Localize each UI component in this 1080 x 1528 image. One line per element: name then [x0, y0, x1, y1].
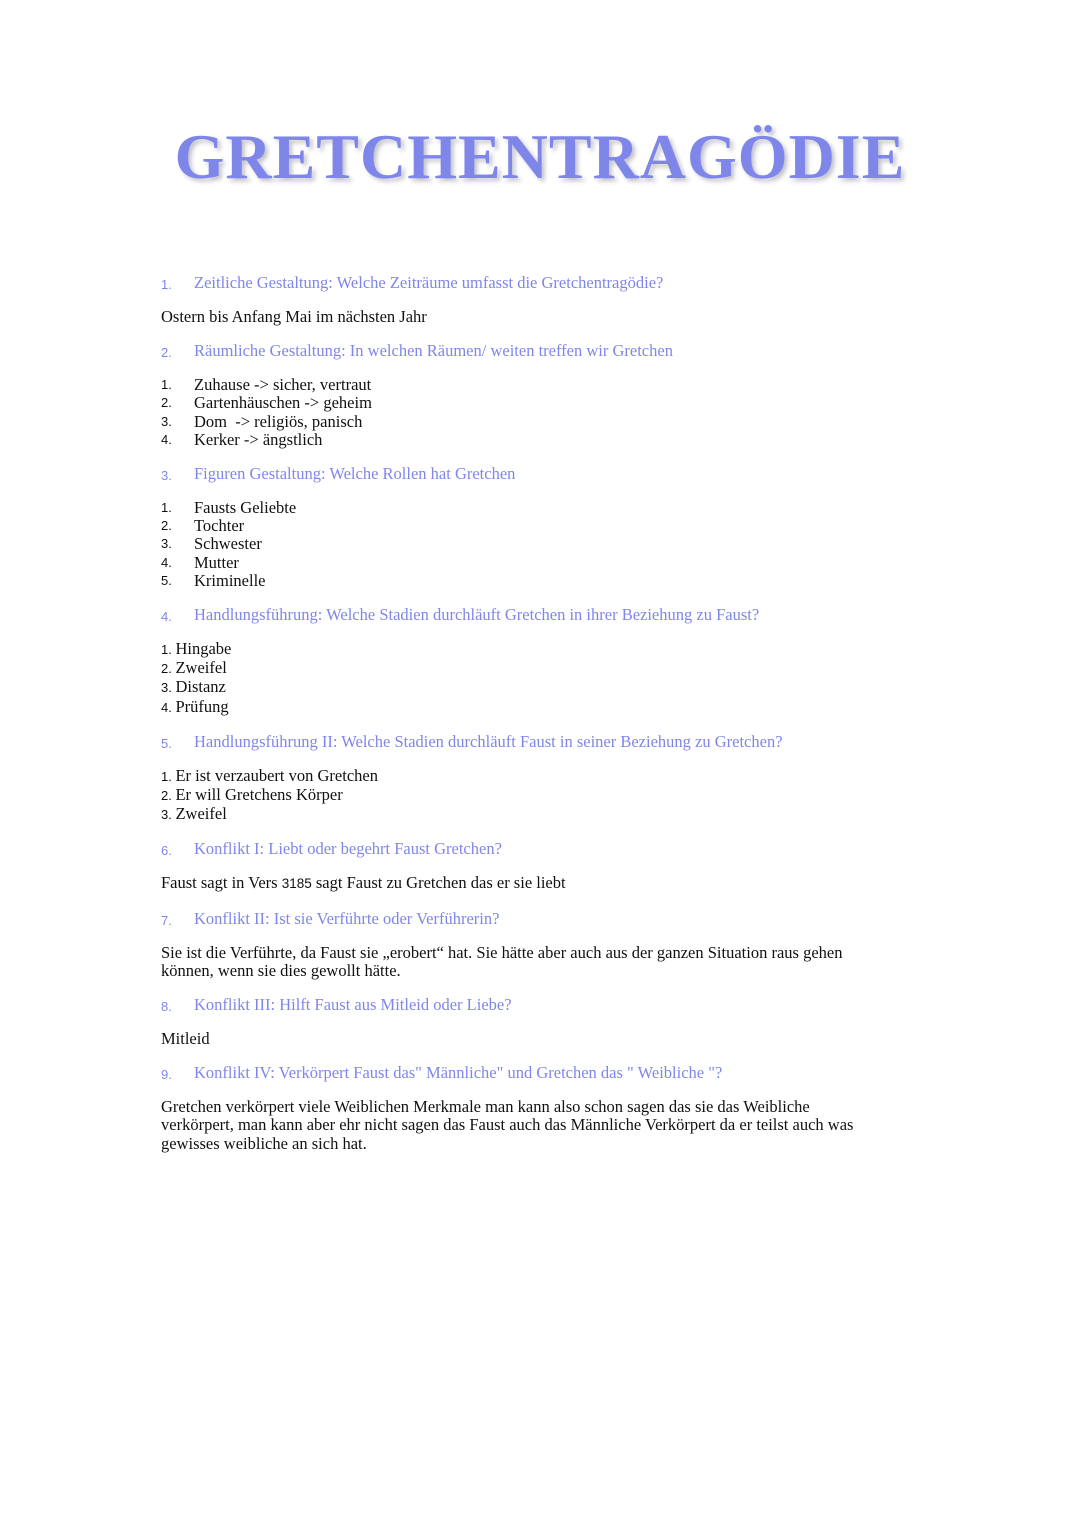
list-item: 1. Hingabe — [161, 639, 232, 659]
question-number: 4. — [161, 609, 172, 625]
answer-1: Ostern bis Anfang Mai im nächsten Jahr — [161, 307, 427, 326]
question-1 — [161, 272, 931, 294]
list-item: 4. Kerker -> ängstlich — [161, 429, 323, 449]
document-body — [161, 272, 931, 1167]
list-item: 1. Zuhause -> sicher, vertraut — [161, 375, 372, 395]
question-number: 8. — [161, 999, 172, 1015]
list-item: 1. Er ist verzaubert von Gretchen — [161, 765, 378, 785]
question-number: 6. — [161, 843, 172, 859]
verse-number: 3185 — [281, 876, 312, 892]
question-text: Handlungsführung: Welche Stadien durchläuft Gretchen in ihrer Beziehung zu Faust? — [194, 605, 760, 625]
list-item: 2. Er will Gretchens Körper — [161, 785, 343, 805]
question-4 — [161, 604, 931, 626]
answer-list-4 — [161, 640, 931, 717]
question-number: 7. — [161, 912, 172, 928]
list-item: 3. Zweifel — [161, 804, 227, 824]
question-5 — [161, 731, 931, 753]
page-title: GRETCHENTRAGÖDIE — [174, 121, 906, 192]
question-number: 9. — [161, 1067, 172, 1083]
list-item: 3. Dom -> religiös, panisch — [161, 411, 363, 431]
list-item: 3. Schwester — [161, 534, 262, 554]
question-text: Konflikt I: Liebt oder begehrt Faust Gretchen? — [194, 839, 502, 859]
answer-6: Faust sagt in Vers 3185 sagt Faust zu Gretchen das er sie liebt — [161, 873, 566, 893]
answer-list-5 — [161, 767, 931, 825]
list-item: 3. Distanz — [161, 677, 226, 697]
question-text: Zeitliche Gestaltung: Welche Zeiträume umfasst die Gretchentragödie? — [194, 273, 664, 292]
question-text: Räumliche Gestaltung: In welchen Räumen/ weiten treffen wir Gretchen — [194, 341, 673, 361]
list-item: 4. Mutter — [161, 552, 239, 572]
question-9 — [161, 1062, 931, 1084]
question-number: 5. — [161, 735, 172, 751]
question-7 — [161, 908, 931, 930]
answer-list-3 — [161, 499, 931, 590]
answer-7: Sie ist die Verführte, da Faust sie „erobert“ hat. Sie hätte aber auch aus der ganzen Situation raus gehen können, wenn sie dies gewollt hätte. — [161, 942, 843, 980]
question-number: 3. — [161, 468, 172, 484]
question-text: Konflikt II: Ist sie Verführte oder Verführerin? — [194, 908, 500, 928]
question-text: Konflikt IV: Verkörpert Faust das" Männliche" und Gretchen das " Weibliche "? — [194, 1063, 723, 1083]
question-2 — [161, 340, 931, 362]
list-item: 2. Gartenhäuschen -> geheim — [161, 393, 372, 413]
question-number: 2. — [161, 345, 172, 361]
question-text: Figuren Gestaltung: Welche Rollen hat Gretchen — [194, 464, 516, 484]
question-6 — [161, 838, 931, 860]
answer-9: Gretchen verkörpert viele Weiblichen Merkmale man kann also schon sagen das sie das Weibliche verkörpert, man kann aber ehr nicht sagen das Faust auch das Männliche Verkörpert da er teilst auch was gewisses weibliche an sich hat. — [161, 1097, 854, 1153]
question-8 — [161, 994, 931, 1016]
list-item: 2. Zweifel — [161, 658, 227, 678]
question-3 — [161, 463, 931, 485]
question-text: Handlungsführung II: Welche Stadien durchläuft Faust in seiner Beziehung zu Gretchen? — [194, 731, 783, 751]
list-item: 5. Kriminelle — [161, 570, 266, 590]
answer-list-2 — [161, 376, 931, 449]
list-item: 1. Fausts Geliebte — [161, 498, 297, 518]
answer-8: Mitleid — [161, 1029, 210, 1049]
list-item: 4. Prüfung — [161, 696, 229, 716]
question-text: Konflikt III: Hilft Faust aus Mitleid oder Liebe? — [194, 995, 512, 1015]
list-item: 2. Tochter — [161, 516, 245, 536]
question-number: 1. — [161, 277, 172, 292]
